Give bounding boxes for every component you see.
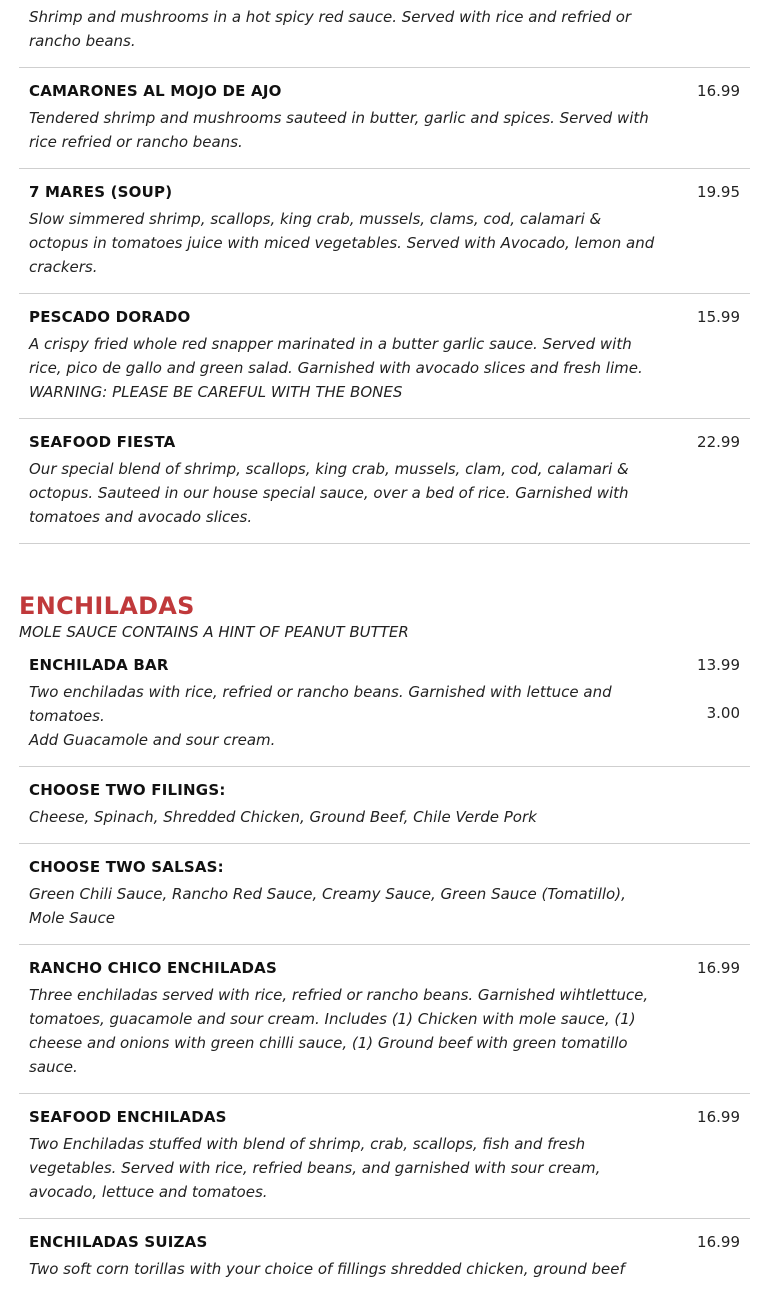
- item-description: Two enchiladas with rice, refried or rancho beans. Garnished with lettuce and tomatoes.: [29, 683, 612, 725]
- item-description: Three enchiladas served with rice, refried or rancho beans. Garnished wihtlettuce, tomatoes, guacamole and sour cream. Includes (1) Chicken with mole sauce, (1) cheese and onions with green chilli sauce, (1) Ground beef with green tomatillo sauce.: [29, 986, 649, 1076]
- menu-item: [19, 1094, 750, 1219]
- item-name: CAMARONES AL MOJO DE AJO: [29, 82, 282, 100]
- item-description: Green Chili Sauce, Rancho Red Sauce, Creamy Sauce, Green Sauce (Tomatillo), Mole Sauce: [29, 885, 626, 927]
- section-note: MOLE SAUCE CONTAINS A HINT OF PEANUT BUTTER: [19, 623, 409, 641]
- item-price: 19.95: [697, 183, 740, 201]
- menu-item: [19, 767, 750, 844]
- item-price: 16.99: [697, 1108, 740, 1126]
- item-description: Cheese, Spinach, Shredded Chicken, Ground Beef, Chile Verde Pork: [29, 808, 537, 826]
- menu-item: [19, 945, 750, 1094]
- item-description: Two Enchiladas stuffed with blend of shrimp, crab, scallops, fish and fresh vegetables. Served with rice, refried beans, and garnished with sour cream, avocado, lettuce and tomatoes.: [29, 1135, 601, 1201]
- menu-item: [19, 642, 750, 767]
- item-price: 16.99: [697, 82, 740, 100]
- item-price: 16.99: [697, 959, 740, 977]
- addon-price: 3.00: [706, 704, 740, 722]
- item-price: 13.99: [697, 656, 740, 674]
- item-name: PESCADO DORADO: [29, 308, 191, 326]
- menu-item: [19, 0, 750, 68]
- seafood-list: [19, 0, 750, 544]
- section-title: ENCHILADAS: [19, 592, 195, 620]
- item-name: 7 MARES (SOUP): [29, 183, 173, 201]
- item-name: CHOOSE TWO SALSAS:: [29, 858, 224, 876]
- menu-item: [19, 844, 750, 945]
- menu-item: [19, 294, 750, 419]
- item-name: ENCHILADA BAR: [29, 656, 169, 674]
- item-price: 16.99: [697, 1233, 740, 1251]
- item-description: Shrimp and mushrooms in a hot spicy red sauce. Served with rice and refried or rancho beans.: [29, 8, 632, 50]
- item-price: 15.99: [697, 308, 740, 326]
- item-description: Our special blend of shrimp, scallops, king crab, mussels, clam, cod, calamari & octopus. Sauteed in our house special sauce, over a bed of rice. Garnished with tomatoes and avocado slices.: [29, 460, 629, 526]
- menu-page: [19, 0, 750, 1295]
- item-description: A crispy fried whole red snapper marinated in a butter garlic sauce. Served with rice, pico de gallo and green salad. Garnished with avocado slices and fresh lime. WARNING: PLEASE BE CAREFUL WITH THE BONES: [29, 335, 643, 401]
- item-addon: Add Guacamole and sour cream.: [29, 731, 276, 749]
- item-name: RANCHO CHICO ENCHILADAS: [29, 959, 277, 977]
- item-name: SEAFOOD FIESTA: [29, 433, 176, 451]
- item-name: ENCHILADAS SUIZAS: [29, 1233, 208, 1251]
- item-name: SEAFOOD ENCHILADAS: [29, 1108, 227, 1126]
- item-description: Two soft corn torillas with your choice of fillings shredded chicken, ground beef: [29, 1260, 625, 1278]
- menu-item: [19, 68, 750, 169]
- item-name: CHOOSE TWO FILINGS:: [29, 781, 226, 799]
- item-description: Tendered shrimp and mushrooms sauteed in butter, garlic and spices. Served with rice refried or rancho beans.: [29, 109, 649, 151]
- menu-item: [19, 1219, 750, 1295]
- item-price: 22.99: [697, 433, 740, 451]
- enchiladas-section: [19, 592, 750, 1295]
- menu-item: [19, 419, 750, 544]
- item-description: Slow simmered shrimp, scallops, king crab, mussels, clams, cod, calamari & octopus in tomatoes juice with miced vegetables. Served with Avocado, lemon and crackers.: [29, 210, 655, 276]
- menu-item: [19, 169, 750, 294]
